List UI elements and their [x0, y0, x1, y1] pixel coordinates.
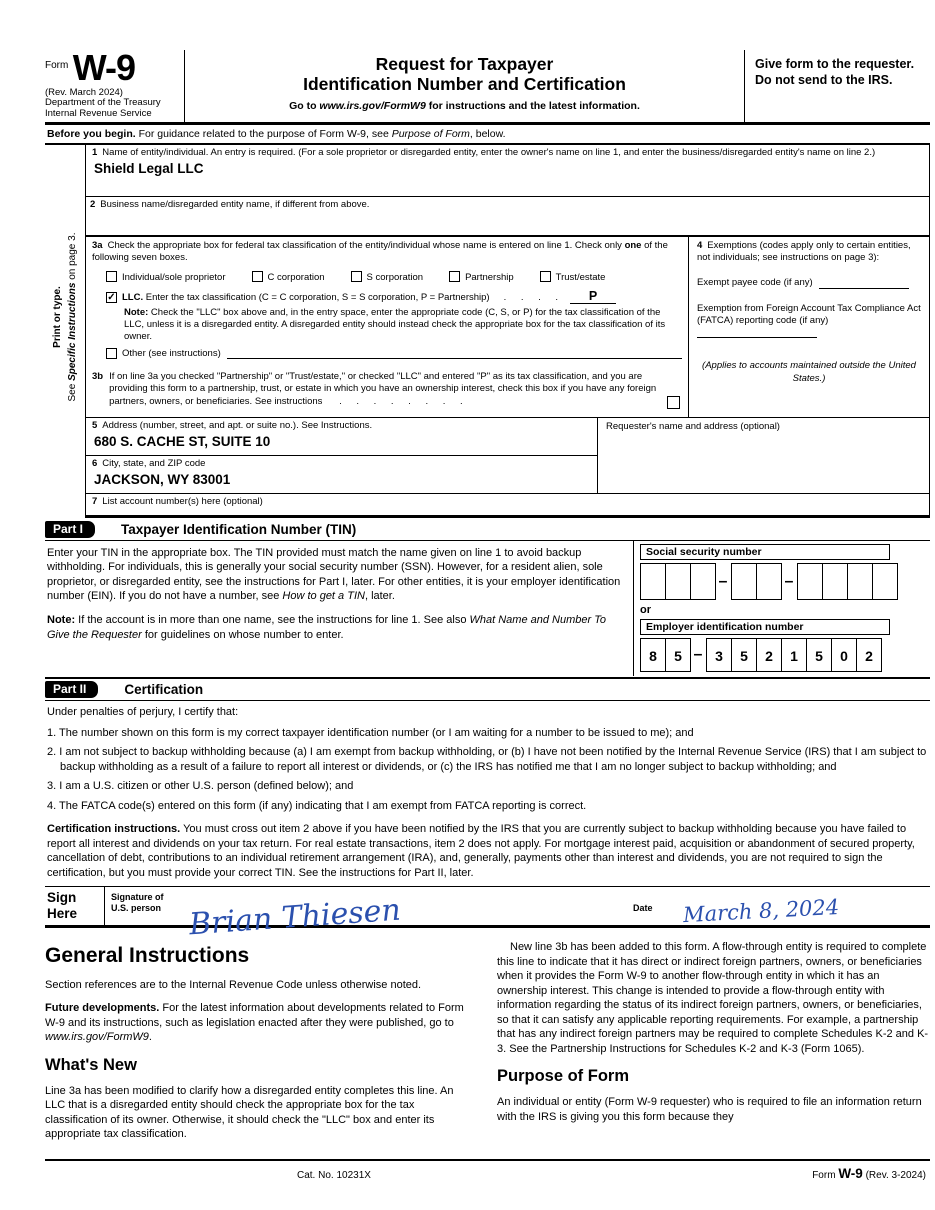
certification-item-4: 4. The FATCA code(s) entered on this form (if any) indicating that I am exempt from FATCA reporting is correct.	[47, 799, 587, 812]
ein-digit-box[interactable]: 1	[781, 638, 807, 672]
form-title-line2: Identification Number and Certification	[303, 74, 626, 95]
line6-city-field	[86, 456, 597, 493]
tin-instructions	[45, 541, 633, 676]
llc-note-bold: Note:	[124, 306, 149, 318]
ein-digit-box[interactable]: 8	[640, 638, 666, 672]
general-instructions	[45, 940, 930, 1151]
before-you-begin	[45, 125, 930, 145]
give-form-notice: Give form to the requester. Do not send to the IRS.	[755, 57, 915, 88]
other-checkbox[interactable]	[106, 348, 117, 359]
new-line-3b-paragraph: New line 3b has been added to this form. A flow-through entity is required to complete this line to indicate that it has direct or indirect foreign partners, owners, or beneficiaries when it provides the Form W-9 to another flow-through entity in which it has an ownership interest. This change is intended to provide a flow-through entity with information regarding the status of its indirect foreign partners, owners, or beneficiaries, so that it can satisfy any applicable reporting requirements. For example, a partnership that has any indirect foreign partners may be required to complete Schedules K-2 and K-3. See the Partnership Instructions for Schedules K-2 and K-3 (Form 1065).	[497, 941, 929, 1055]
line3a-label-bold: one	[624, 239, 642, 251]
sign-here-label	[45, 887, 105, 925]
ssn-digit-box[interactable]	[847, 563, 873, 600]
llc-checkbox[interactable]	[106, 292, 117, 303]
ssn-dash: –	[718, 572, 728, 590]
certification-item-3: 3. I am a U.S. citizen or other U.S. person (defined below); and	[47, 780, 354, 793]
line7-value[interactable]	[92, 508, 925, 511]
llc-classification-entry[interactable]: P	[570, 289, 616, 304]
ein-digit-box[interactable]: 3	[706, 638, 732, 672]
goto-prefix: Go to	[289, 100, 320, 113]
s-corp-checkbox[interactable]	[351, 271, 362, 282]
other-entry-line[interactable]	[227, 348, 682, 359]
tin-p1-italic: How to get a TIN	[282, 589, 365, 602]
ssn-label: Social security number	[640, 544, 890, 560]
line2-label: Business name/disregarded entity name, if different from above.	[100, 198, 370, 210]
page3-suffix: on page 3.	[67, 232, 78, 283]
whats-new-paragraph: Line 3a has been modified to clarify how a disregarded entity completes this line. An LLC that is a disregarded entity should check the appropriate box for the tax classification of its owner. Otherwise, it should check the "LLC" box and enter its appropriate tax classification.	[45, 1084, 454, 1141]
form-number: W-9	[72, 47, 136, 88]
individual-checkbox[interactable]	[106, 271, 117, 282]
form-body	[45, 145, 930, 518]
form-header	[45, 47, 930, 125]
trust-estate-checkbox[interactable]	[540, 271, 551, 282]
line5-address-field	[86, 418, 597, 456]
section-references-paragraph: Section references are to the Internal Revenue Code unless otherwise noted.	[45, 978, 422, 991]
llc-note-text: Check the "LLC" box above and, in the entry space, enter the appropriate code (C, S, or P) for the tax classification of the LLC, unless it is a disregarded entity. A disregarded entity should instead check the appropriate box for the tax classification of its owner.	[124, 306, 666, 343]
ssn-digit-box[interactable]	[665, 563, 691, 600]
tin-note-italic: What Name and Number To Give the Requester	[47, 614, 607, 641]
ssn-digit-box[interactable]	[822, 563, 848, 600]
footer-form-number: W-9	[838, 1165, 863, 1181]
line3b-text: If on line 3a you checked "Partnership" or "Trust/estate," or checked "LLC" and entered "P" as its tax classification, and you are providing this form to a partnership, trust, or estate in which you have an ownership interest, check this box if you have any foreign partners, owners, or beneficiaries. See instructions	[109, 370, 657, 408]
option-partnership[interactable]	[449, 271, 514, 283]
part1-header	[45, 519, 930, 541]
print-or-type-label: Print or type.	[52, 285, 63, 348]
line5-number: 5	[92, 420, 98, 432]
fatca-label: Exemption from Foreign Account Tax Compliance Act (FATCA) reporting code (if any)	[697, 302, 921, 327]
ein-digit-box[interactable]: 0	[831, 638, 857, 672]
line4-label: Exemptions (codes apply only to certain entities, not individuals; see instructions on page 3):	[697, 239, 911, 264]
date-field[interactable]	[675, 887, 930, 928]
date-label: Date	[633, 903, 653, 914]
line3-classification-section	[86, 237, 689, 417]
line3b-number: 3b	[92, 370, 104, 382]
here-word: Here	[47, 905, 78, 921]
form-identity-block	[45, 47, 185, 122]
line6-number: 6	[92, 458, 98, 470]
line1-number: 1	[92, 146, 98, 158]
before-italic: Purpose of Form	[391, 127, 470, 140]
line1-name-field	[86, 145, 929, 197]
checkmark-icon: ✓	[107, 291, 116, 303]
line2-value[interactable]	[90, 211, 925, 214]
treasury-dept: Department of the Treasury	[45, 97, 161, 108]
part2-header	[45, 677, 930, 701]
line7-number: 7	[92, 496, 98, 508]
part1-tab: Part I	[45, 521, 95, 538]
ssn-digit-box[interactable]	[872, 563, 898, 600]
signature-row	[45, 886, 930, 943]
line5-value[interactable]: 680 S. CACHE ST, SUITE 10	[94, 433, 271, 449]
form-revision: (Rev. March 2024)	[45, 87, 123, 98]
fatca-applies-note: (Applies to accounts maintained outside the United States.)	[702, 359, 916, 384]
part2-title: Certification	[124, 682, 204, 698]
partnership-checkbox[interactable]	[449, 271, 460, 282]
signature-value[interactable]: Brian Thiesen	[188, 892, 402, 943]
exempt-payee-label: Exempt payee code (if any)	[697, 276, 813, 288]
ssn-dash: –	[784, 572, 794, 590]
fatca-entry[interactable]	[697, 328, 817, 338]
footer-revision: (Rev. 3-2024)	[865, 1169, 926, 1181]
goto-suffix: for instructions and the latest information.	[425, 100, 640, 113]
form-title-line1: Request for Taxpayer	[375, 54, 554, 74]
cert-instr-bold: Certification instructions.	[47, 823, 181, 836]
certification-instructions	[47, 822, 928, 880]
line3a-number: 3a	[92, 239, 103, 251]
ein-dash: –	[693, 646, 703, 664]
llc-text: Enter the tax classification (C = C corporation, S = S corporation, P = Partnership)	[143, 291, 490, 303]
certification-item-2: 2. I am not subject to backup withholding because (a) I am exempt from backup withholding, or (b) I have not been notified by the Internal Revenue Service (IRS) that I am subject to backup withholding as a result of a failure to report all interest or dividends, or (c) the IRS has notified me that I am no longer subject to backup withholding; and	[47, 746, 927, 773]
ssn-digit-box[interactable]	[756, 563, 782, 600]
option-c-corp[interactable]	[252, 271, 325, 283]
future-developments-a: For the latest information about developments related to Form W-9 and its instructions, such as legislation enacted after they were published, go to	[45, 1002, 464, 1029]
form-title-block	[185, 50, 745, 122]
line6-label: City, state, and ZIP code	[102, 458, 206, 470]
tin-note-b: for guidelines on whose number to enter.	[141, 628, 344, 641]
certification-intro: Under penalties of perjury, I certify that:	[47, 706, 239, 719]
future-developments-b: .	[148, 1031, 152, 1044]
sign-word: Sign	[47, 890, 77, 906]
tin-entry-area	[633, 541, 930, 676]
form-word: Form	[45, 60, 69, 71]
signature-caption	[105, 887, 177, 925]
see-prefix: See	[67, 380, 78, 402]
llc-bold: LLC.	[122, 291, 144, 303]
ssn-digit-box[interactable]	[690, 563, 716, 600]
line3a-label-a: Check the appropriate box for federal tax classification of the entity/individual whose name is entered on line 1. Check only	[107, 239, 625, 251]
option-individual[interactable]	[106, 271, 226, 283]
requester-name-box[interactable]	[598, 418, 929, 493]
page-footer	[45, 1159, 930, 1181]
cert-instr-text: You must cross out item 2 above if you have been notified by the IRS that you are currently subject to backup withholding because you have failed to report all interest and dividends on your tax return. For real estate transactions, item 2 does not apply. For mortgage interest paid, acquisition or abandonment of secured property, cancellation of debt, contributions to an individual retirement arrangement (IRA), and, generally, payments other than interest and dividends, you are not required to sign the certification, but you must provide your correct TIN. See the instructions for Part II, later.	[47, 823, 915, 879]
form-reference	[812, 1166, 926, 1181]
requester-label: Requester's name and address (optional)	[606, 421, 780, 433]
s-corp-label: S corporation	[366, 271, 424, 283]
line3b-checkbox[interactable]	[667, 396, 680, 409]
c-corp-checkbox[interactable]	[252, 271, 263, 282]
print-or-type-strip	[45, 145, 85, 518]
goto-instructions	[193, 100, 736, 112]
future-developments-paragraph	[45, 1001, 475, 1045]
line7-label: List account number(s) here (optional)	[102, 496, 263, 508]
ein-digit-box[interactable]: 5	[731, 638, 757, 672]
tin-note-bold: Note:	[47, 614, 76, 627]
certification-text	[45, 701, 930, 880]
before-text: For guidance related to the purpose of Form W-9, see	[135, 127, 392, 140]
specific-instructions-label	[65, 232, 80, 401]
other-label: Other (see instructions)	[122, 347, 221, 359]
line3a-label-b: of the following seven boxes.	[92, 239, 668, 263]
purpose-of-form-heading: Purpose of Form	[497, 1067, 630, 1086]
line3b-dot-leader: . . . . . . . .	[339, 396, 469, 408]
ein-label: Employer identification number	[640, 619, 890, 635]
ssn-boxes[interactable]	[640, 563, 928, 600]
ein-digit-box[interactable]: 5	[806, 638, 832, 672]
irs-url: www.irs.gov/FormW9	[319, 100, 426, 113]
ein-digit-box[interactable]: 2	[856, 638, 882, 672]
ssn-digit-box[interactable]	[731, 563, 757, 600]
trust-estate-label: Trust/estate	[555, 271, 606, 283]
exempt-payee-entry[interactable]	[819, 278, 909, 289]
signature-field[interactable]	[177, 887, 633, 943]
partnership-label: Partnership	[465, 271, 514, 283]
ssn-digit-box[interactable]	[640, 563, 666, 600]
purpose-of-form-paragraph: An individual or entity (Form W-9 requester) who is required to file an information return with the IRS is giving you this form because they	[497, 1096, 922, 1123]
c-corp-label: C corporation	[267, 271, 325, 283]
part1-title: Taxpayer Identification Number (TIN)	[121, 522, 357, 538]
signature-caption-line1: Signature of	[111, 892, 164, 903]
line6-value[interactable]: JACKSON, WY 83001	[94, 471, 231, 487]
future-developments-url: www.irs.gov/FormW9	[45, 1031, 149, 1044]
line5-label: Address (number, street, and apt. or suite no.). See Instructions.	[102, 420, 373, 432]
or-label: or	[640, 604, 651, 617]
ein-boxes[interactable]	[640, 638, 928, 672]
future-developments-lead: Future developments.	[45, 1002, 160, 1015]
signature-caption-line2: U.S. person	[111, 903, 162, 914]
option-s-corp[interactable]	[351, 271, 424, 283]
ein-digit-box[interactable]: 2	[756, 638, 782, 672]
ein-digit-box[interactable]: 5	[665, 638, 691, 672]
line1-value[interactable]: Shield Legal LLC	[94, 160, 204, 176]
before-bold: Before you begin.	[47, 127, 136, 140]
line4-exemptions-section	[689, 237, 929, 417]
irs-agency: Internal Revenue Service	[45, 107, 152, 119]
tin-p1-b: , later.	[364, 589, 395, 602]
whats-new-heading: What's New	[45, 1056, 137, 1074]
certification-item-1: 1. The number shown on this form is my correct taxpayer identification number (or I am waiting for a number to be issued to me); and	[47, 726, 694, 739]
line2-number: 2	[90, 198, 96, 210]
ssn-digit-box[interactable]	[797, 563, 823, 600]
date-value[interactable]: March 8, 2024	[682, 895, 840, 928]
general-instructions-heading: General Instructions	[45, 944, 250, 968]
individual-label: Individual/sole proprietor	[122, 271, 226, 283]
part2-tab: Part II	[45, 681, 98, 698]
line4-number: 4	[697, 239, 703, 251]
tin-note-a: If the account is in more than one name, see the instructions for line 1. See also	[75, 614, 470, 627]
line2-business-name-field	[86, 197, 929, 237]
catalog-number: Cat. No. 10231X	[297, 1169, 371, 1181]
llc-dot-leader: . . . .	[503, 291, 565, 303]
option-trust-estate[interactable]	[540, 271, 606, 283]
line3b-foreign-partners	[92, 365, 682, 415]
tin-p1-a: Enter your TIN in the appropriate box. The TIN provided must match the name given on line 1 to avoid backup withholding. For individuals, this is generally your social security number (SSN). However, for a resident alien, sole proprietor, or disregarded entity, see the instructions for Part I, later. For other entities, it is your employer identification number (EIN). If you do not have a number, see	[47, 547, 621, 602]
footer-form-word: Form	[812, 1169, 836, 1181]
specific-instructions-italic: Specific Instructions	[67, 282, 78, 381]
before-suffix: , below.	[469, 127, 506, 140]
line1-label: Name of entity/individual. An entry is required. (For a sole proprietor or disregarded entity, enter the owner's name on line 1, and enter the business/disregarded entity's name on line 2.)	[102, 146, 876, 158]
line7-account-numbers-field	[86, 494, 929, 518]
